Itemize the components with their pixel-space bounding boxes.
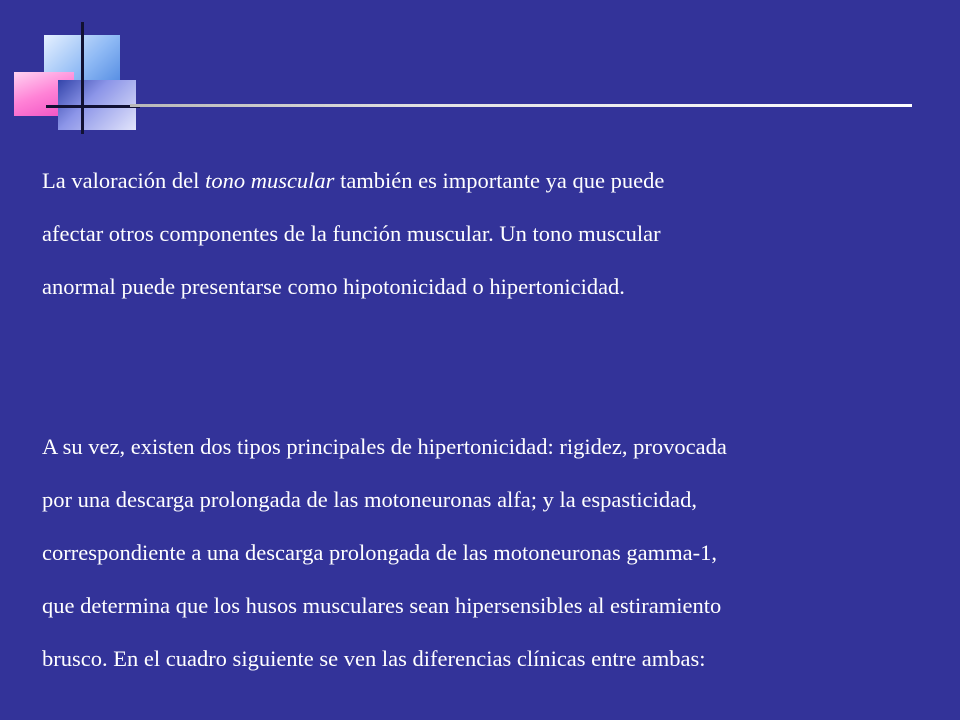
paragraph-line: que determina que los husos musculares sean hipersensibles al estiramiento [42,593,722,618]
paragraph-line: anormal puede presentarse como hipotonicidad o hipertonicidad. [42,274,625,299]
short-horizontal-rule-decoration [46,105,140,108]
paragraph-line: brusco. En el cuadro siguiente se ven las diferencias clínicas entre ambas: [42,646,706,671]
paragraph-line: afectar otros componentes de la función muscular. Un tono muscular [42,221,661,246]
vertical-rule-decoration [81,22,84,134]
horizontal-rule-decoration [130,104,912,107]
paragraph-muscle-tone [42,154,942,313]
paragraph-line: correspondiente a una descarga prolongada de las motoneuronas gamma-1, [42,540,717,565]
text-segment: La valoración del [42,168,206,193]
paragraph-hypertonicity-types [42,420,942,685]
paragraph-line: A su vez, existen dos tipos principales de hipertonicidad: rigidez, provocada [42,434,727,459]
paragraph-line: por una descarga prolongada de las motoneuronas alfa; y la espasticidad, [42,487,697,512]
paragraph-line [42,154,942,207]
text-segment: también es importante ya que puede [334,168,665,193]
italic-term: tono muscular [205,168,335,193]
